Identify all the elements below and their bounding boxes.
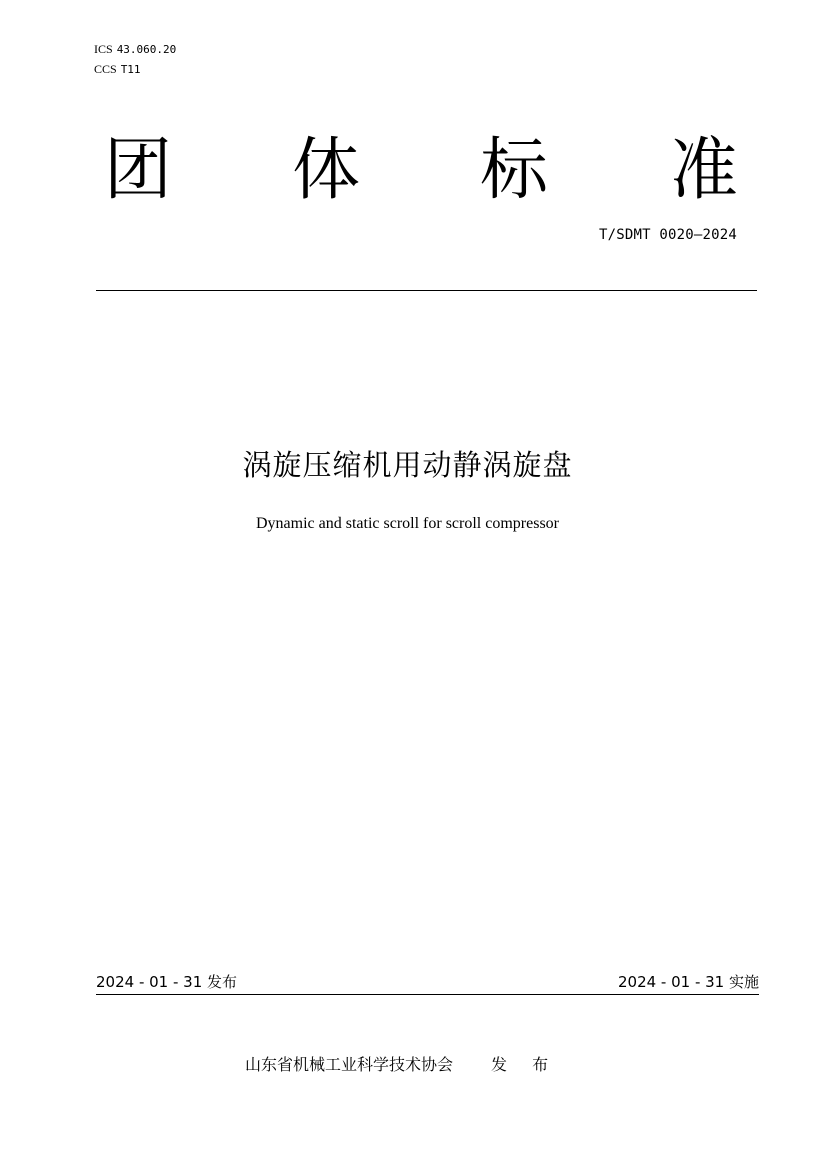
ccs-code (94, 62, 141, 77)
ics-code (94, 42, 176, 57)
header-char-2: 体 (292, 131, 361, 210)
publish-date: 2024 - 01 - 31 发布 (96, 973, 238, 991)
issuer-line (245, 1054, 558, 1076)
chinese-title: 涡旋压缩机用动静涡旋盘 (242, 448, 573, 482)
ccs-value: T11 (120, 63, 141, 76)
header-char-3: 标 (480, 131, 549, 210)
header-divider (96, 290, 757, 291)
ccs-label: CCS (94, 62, 117, 76)
ics-value: 43.060.20 (116, 43, 177, 56)
footer-divider (96, 994, 759, 995)
ics-label: ICS (94, 42, 113, 56)
header-char-4: 准 (670, 131, 739, 210)
english-title: Dynamic and static scroll for scroll compressor (255, 515, 560, 532)
header-char-1: 团 (104, 131, 173, 210)
implement-date: 2024 - 01 - 31 实施 (617, 973, 759, 991)
issuer-action: 发 布 (491, 1055, 559, 1074)
standard-number: T/SDMT 0020—2024 (598, 227, 737, 243)
issuer-organization: 山东省机械工业科学技术协会 (245, 1055, 454, 1074)
